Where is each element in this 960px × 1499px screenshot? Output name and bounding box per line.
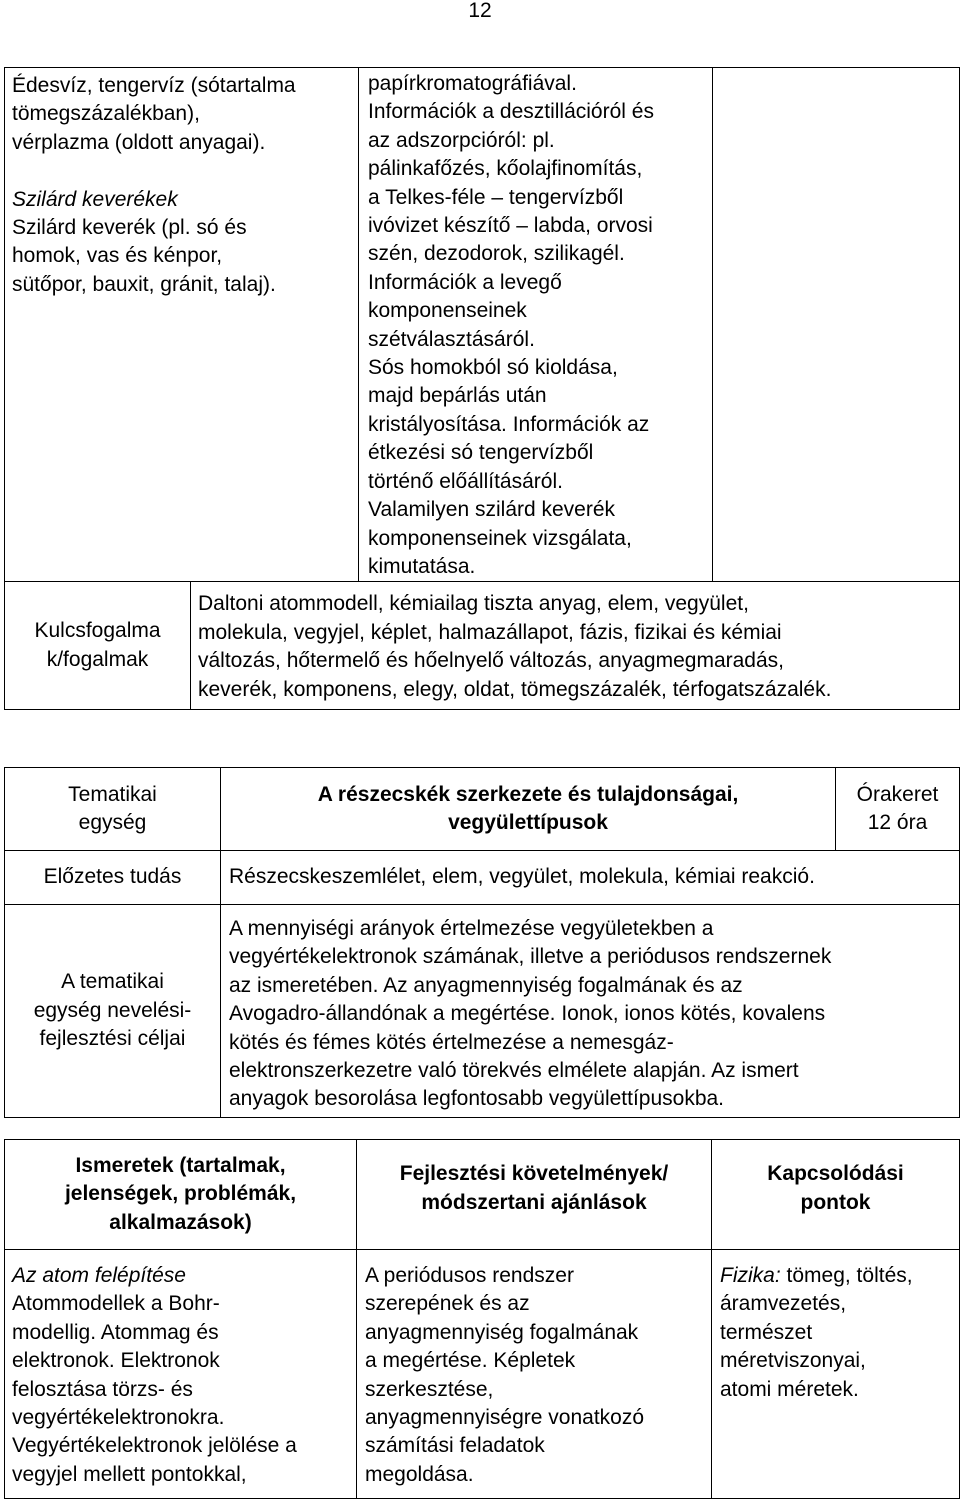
key-concepts-cell [191,582,960,710]
text-line: vérplazma (oldott anyagai). [12,130,266,154]
text-line: vegyértékelektronokra. [12,1406,225,1430]
text-line: A periódusos rendszer [365,1264,574,1287]
header-requirements-cell [357,1140,712,1250]
text-line: változás, hőtermelő és hőelnyelő változás, anyagmegmaradás, [198,649,784,673]
text-line: megoldása. [365,1462,474,1486]
text-line: komponenseinek [368,299,527,323]
text-line: ivóvizet készítő – labda, orvosi [368,214,653,238]
text-line: szétválasztásáról. [368,327,535,351]
requirements-cell [359,68,713,582]
text-line: papírkromatográfiával. [368,72,577,95]
text-line: szerkesztése, [365,1377,494,1401]
text-line: vegyjel mellett pontokkal, [12,1462,247,1486]
text-line: Avogadro-állandónak a megértése. Ionok, ionos kötés, kovalens [229,1002,826,1026]
connections-cell [713,68,960,582]
text-line: Daltoni atommodell, kémiailag tiszta anyag, elem, vegyület, [198,592,749,616]
text-line: Atommodellek a Bohr- [12,1292,220,1316]
section-heading: Szilárd keverékek [12,187,178,211]
text-line: kristályosítása. Információk az [368,412,650,436]
text-line: elektronok. Elektronok [12,1349,220,1373]
text-line: az adszorpcióról: pl. [368,128,555,152]
thematic-unit-table [4,767,960,1118]
text-line: az ismeretében. Az anyagmennyiség fogalmának és az [229,973,743,997]
hours-cell [836,768,960,851]
text-line: kimutatása. [368,554,476,578]
text-line: Információk a levegő [368,270,562,294]
knowledge-cell [5,68,359,582]
text-line: szén, dezodorok, szilikagél. [368,242,625,266]
unit-title-cell [221,768,836,851]
text-line: molekula, vegyjel, képlet, halmazállapot, fázis, fizikai és kémiai [198,620,782,644]
content-table-atom [4,1139,960,1499]
requirements-cell [357,1250,712,1499]
requirements-text [368,70,712,581]
text-line: anyagmennyiségre vonatkozó [365,1406,645,1430]
text-line: számítási feladatok [365,1434,545,1458]
text-line: modellig. Atommag és [12,1320,219,1344]
header-knowledge-cell [5,1140,357,1250]
connections-cell [712,1250,960,1499]
text-line: anyagmennyiség fogalmának [365,1320,639,1344]
header-knowledge: Ismeretek (tartalmak, jelenségek, problémák, alkalmazások) [64,1153,297,1234]
text-line: elektronszerkezetre való törekvés elmélete alapján. Az ismert [229,1059,799,1083]
text-line: áramvezetés, [720,1292,847,1316]
text-line: Szilárd keverék (pl. só és [12,216,247,240]
text-line: A mennyiségi arányok értelmezése vegyületekben a [229,917,714,940]
content-table-mixtures [4,67,960,710]
unit-title: A részecskék szerkezete és tulajdonságai, vegyülettípusok [317,782,739,834]
text-line: a megértése. Képletek [365,1349,576,1373]
prior-knowledge-text: Részecskeszemlélet, elem, vegyület, molekula, kémiai reakció. [229,865,815,889]
text-line: pálinkafőzés, kőolajfinomítás, [368,157,643,181]
key-concepts-label-cell [5,582,191,710]
page-number: 12 [468,0,492,22]
header-connections: Kapcsolódási pontok [767,1162,904,1214]
key-concepts-text [198,590,959,704]
text-line: Édesvíz, tengervíz (sótartalma [12,74,296,97]
prior-text-cell [221,851,960,905]
text-line: Vegyértékelektronok jelölése a [12,1434,297,1458]
text-line: Valamilyen szilárd keverék [368,498,616,522]
text-line: a Telkes-féle – tengervízből [368,185,624,209]
text-line: anyagok besorolása legfontosabb vegyülettípusokba. [229,1087,725,1111]
text-line: komponenseinek vizsgálata, [368,526,632,550]
text-line: szerepének és az [365,1292,530,1316]
requirements-text [365,1262,711,1489]
text-line: Információk a desztillációról és [368,100,654,124]
text-line: vegyértékelektronok számának, illetve a periódusos rendszernek [229,945,832,969]
knowledge-cell [5,1250,357,1499]
goals-text [229,915,959,1114]
key-concepts-label: Kulcsfogalma k/fogalmak [34,619,161,671]
prior-label-cell [5,851,221,905]
section-heading: Az atom felépítése [12,1264,186,1287]
unit-label-cell [5,768,221,851]
goals-label-cell [5,905,221,1118]
knowledge-text [12,72,358,299]
goals-text-cell [221,905,960,1118]
header-requirements: Fejlesztési követelmények/ módszertani ajánlások [399,1162,669,1214]
text-line: étkezési só tengervízből [368,441,594,465]
connections-text [720,1262,959,1404]
unit-label: Tematikai egység [68,782,157,834]
text-line: kötés és fémes kötés értelmezése a nemesgáz- [229,1030,674,1054]
text-line: majd bepárlás után [368,384,547,408]
text-line: tömegszázalékban), [12,102,200,126]
text-line: keverék, komponens, elegy, oldat, tömegszázalék, térfogatszázalék. [198,677,832,701]
header-connections-cell [712,1140,960,1250]
subject-physics: Fizika: [720,1264,781,1287]
text-line: felosztása törzs- és [12,1377,193,1401]
text-line: homok, vas és kénpor, [12,244,223,268]
hours-label: Órakeret 12 óra [856,782,939,834]
text-line: sütőpor, bauxit, gránit, talaj). [12,272,276,296]
prior-knowledge-label: Előzetes tudás [43,865,182,889]
text-line: Fizika: tömeg, töltés, [720,1264,913,1287]
text-line: méretviszonyai, [720,1349,866,1373]
text-line: természet [720,1320,813,1344]
text-line: Sós homokból só kioldása, [368,356,618,380]
goals-label: A tematikai egység nevelési- fejlesztési céljai [33,970,192,1051]
text-line: atomi méretek. [720,1377,859,1401]
text-line: történő előállításáról. [368,469,563,493]
knowledge-text [12,1262,356,1489]
